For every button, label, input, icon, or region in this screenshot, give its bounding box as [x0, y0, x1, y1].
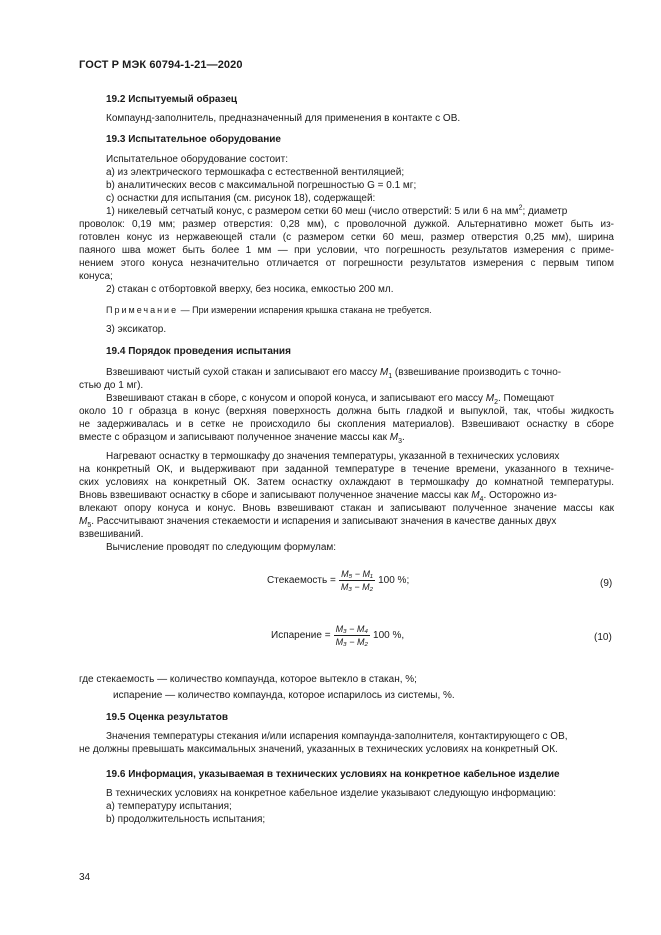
document-header: ГОСТ Р МЭК 60794-1-21—2020	[79, 59, 243, 71]
s194-p1-line-2: стью до 1 мг).	[79, 380, 144, 391]
p2-b: . Помещают	[498, 393, 555, 404]
formula-9-tail: 100 %;	[378, 575, 410, 586]
where-line-2: испарение — количество компаунда, которое испарилось из системы, %.	[113, 690, 455, 701]
s194-p3-line-7: взвешиваний.	[79, 529, 144, 540]
s193-line-9: нением этого конуса незначительно отличается от погрешности результатов измерения с первым типом	[79, 258, 614, 269]
s194-p3-line-5: влекают опору конуса и конус. Вновь взвешивают стакан и записывают полученное значение массы как	[79, 503, 614, 514]
s194-p2-line-3: не задерживалась и в сетке не происходило бы скопления материалов). Взвешивают оснастку в сборе	[79, 419, 614, 430]
s194-p3-line-3: ских условиях на конкретный ОК. Затем оснастку охлаждают в термошкафу до комнатной температуры.	[79, 477, 614, 488]
p2-sub: 2	[494, 399, 498, 406]
s193-line-4: с) оснастки для испытания (см. рисунок 18), содержащей:	[106, 193, 376, 204]
formula-9-numerator: M₅ − M₁	[341, 569, 373, 579]
s193-line-5	[106, 206, 567, 218]
p3f-sym: M	[79, 516, 88, 527]
p2-sym2: M	[389, 432, 399, 443]
formula-9-denominator: M₃ − M₂	[340, 582, 374, 592]
s193-line-6: проволок: 0,19 мм; размер отверстия: 0,28 мм), с проволочной дужкой. Альтернативно может быть из-	[79, 219, 614, 230]
formula-10-denominator: M₃ − M₂	[335, 637, 368, 647]
section-19-2-text: Компаунд-заполнитель, предназначенный для применения в контакте с ОВ.	[106, 113, 461, 124]
s194-p4: Вычисление проводят по следующим формулам:	[106, 542, 337, 553]
p2-sym: M	[485, 393, 495, 404]
page-number: 34	[79, 872, 91, 883]
s193-line-7: готовлен конус из нержавеющей стали (с размером сетки 60 меш, размер отверстия 0,25 мм), ширина	[79, 232, 614, 243]
formula-9-number: (9)	[600, 578, 613, 589]
where-line-1: где стекаемость — количество компаунда, которое вытекло в стакан, %;	[79, 674, 417, 685]
p2-a: Взвешивают стакан в сборе, с конусом и опорой конуса, и записывают его массу	[106, 393, 486, 404]
formula-9	[267, 569, 409, 592]
s194-p2-line-2: около 10 г образца в конус (верхняя поверхность должна быть гладкой и выпуклой, так, чтобы жидкость	[79, 406, 614, 417]
p2-e: вместе с образцом и записывают полученное значение массы как	[79, 432, 390, 443]
s193-note	[106, 304, 432, 316]
s194-p3-line-6	[79, 516, 556, 528]
p2-sub2: 3	[398, 438, 402, 445]
s193-line-5-b: ; диаметр	[522, 206, 568, 217]
p1-a: Взвешивают чистый сухой стакан и записывают его массу	[106, 367, 380, 378]
s193-line-8: паяного шва может быть более 1 мм — при условии, что погрешность результатов измерения с приме-	[79, 245, 614, 256]
formula-10-label: Испарение =	[271, 630, 331, 641]
p3-sym: M	[471, 490, 480, 501]
formula-10-number: (10)	[594, 632, 612, 643]
p3f-sub: 5	[87, 522, 92, 529]
s196-line-3: b) продолжительность испытания;	[106, 814, 266, 825]
p1-b: (взвешивание производить с точно-	[392, 367, 562, 378]
section-19-6-heading: 19.6 Информация, указываемая в технических условиях на конкретное кабельное изделие	[106, 769, 560, 780]
s193-line-1: Испытательное оборудование состоит:	[106, 154, 288, 165]
s194-p3-line-4	[79, 490, 557, 502]
section-19-2-heading: 19.2 Испытуемый образец	[106, 94, 238, 105]
s196-line-2: а) температуру испытания;	[106, 801, 232, 812]
section-19-3-heading: 19.3 Испытательное оборудование	[106, 134, 281, 145]
formula-9-fraction	[339, 569, 375, 592]
s195-line-1: Значения температуры стекания и/или испарения компаунда-заполнителя, контактирующего с ОВ,	[106, 731, 568, 742]
s193-line-2: а) из электрического термошкафа с естественной вентиляцией;	[106, 167, 405, 178]
formula-10	[271, 624, 404, 647]
p3-d: Вновь взвешивают оснастку в сборе и записывают полученное значение массы как	[79, 490, 472, 501]
section-19-5-heading: 19.5 Оценка результатов	[106, 712, 229, 723]
p2-end: .	[401, 432, 405, 443]
formula-9-label: Стекаемость =	[267, 575, 336, 586]
formula-10-fraction	[334, 624, 370, 647]
s194-p2-line-4	[79, 432, 405, 444]
s193-line-5-sup: 2	[518, 204, 523, 212]
s193-line-12: 3) эксикатор.	[106, 324, 167, 335]
s195-line-2: не должны превышать максимальных значений, указанных в технических условиях на конкретный ОК.	[79, 744, 558, 755]
p3-f: . Рассчитывают значения стекаемости и испарения и записывают значения в качестве данных двух	[91, 516, 557, 527]
s193-line-11: 2) стакан с отбортовкой вверху, без носика, емкостью 200 мл.	[106, 284, 394, 295]
s194-p3-line-2: на конкретный ОК, и выдерживают при заданной температуре в течение времени, указанного в техниче-	[79, 464, 614, 475]
p3-sub: 4	[479, 496, 484, 503]
s194-p3-line-1: Нагревают оснастку в термошкафу до значения температуры, указанной в технических условиях	[106, 451, 560, 462]
s194-p1-line-1	[106, 367, 561, 379]
s193-line-10: конуса;	[79, 271, 113, 282]
s194-p2-line-1	[106, 393, 554, 405]
formula-10-tail: 100 %,	[373, 630, 405, 641]
note-text: — При измерении испарения крышка стакана не требуется.	[178, 305, 432, 315]
p3-d2: . Осторожно из-	[483, 490, 557, 501]
formula-10-numerator: M₃ − M₄	[335, 624, 369, 634]
section-19-4-heading: 19.4 Порядок проведения испытания	[106, 346, 291, 357]
s193-line-3: b) аналитических весов с максимальной погрешностью G = 0.1 мг;	[106, 180, 417, 191]
note-label: Примечание	[106, 305, 179, 315]
s196-line-1: В технических условиях на конкретное кабельное изделие указывают следующую информацию:	[106, 788, 557, 799]
s193-line-5-a: 1) никелевый сетчатый конус, с размером сетки 60 меш (число отверстий: 5 или 6 на мм	[106, 206, 519, 217]
p1-sym: M	[379, 367, 389, 378]
p1-sub: 1	[388, 373, 393, 380]
